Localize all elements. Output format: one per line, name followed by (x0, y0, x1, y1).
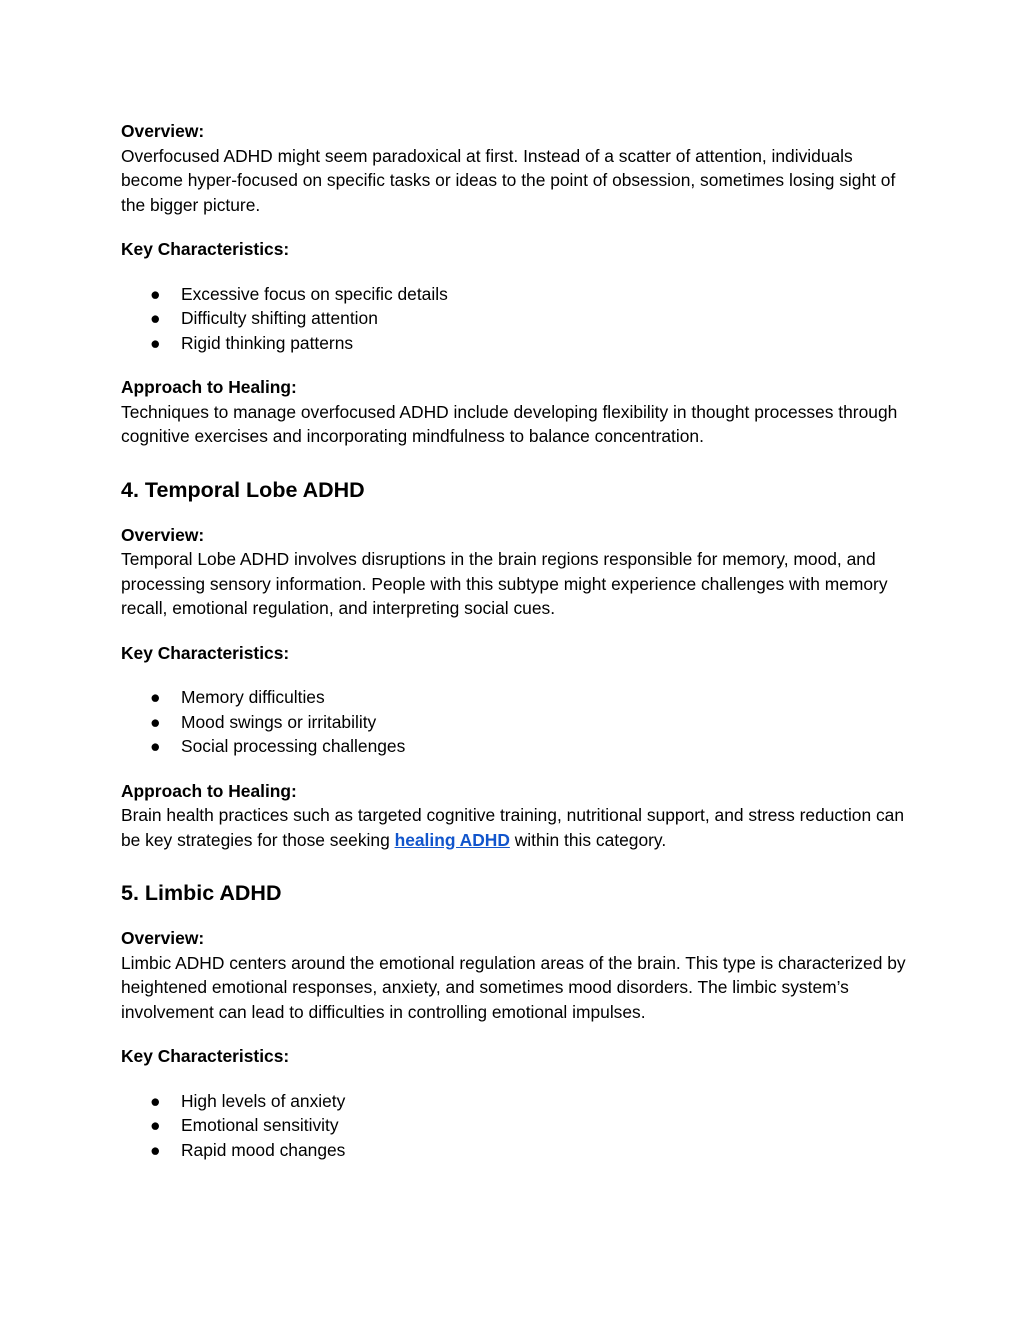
section-heading-temporal-lobe: 4. Temporal Lobe ADHD (121, 477, 365, 502)
characteristics-list (121, 685, 911, 759)
overview-paragraph: Overfocused ADHD might seem paradoxical at first. Instead of a scatter of attention, individuals become hyper-focused on specific tasks or ideas to the point of obsession, sometimes losing sight of the bigger picture. (121, 145, 896, 215)
bullet-icon: ● (150, 308, 161, 328)
approach-paragraph: Brain health practices such as targeted cognitive training, nutritional support, and stress reduction can be key strategies for those seeking healing ADHD within this category. (121, 805, 905, 850)
bullet-icon: ● (150, 687, 161, 707)
approach-paragraph: Techniques to manage overfocused ADHD include developing flexibility in thought processes through cognitive exercises and incorporating mindfulness to balance concentration. (121, 401, 898, 446)
section-heading-limbic: 5. Limbic ADHD (121, 881, 282, 905)
bullet-icon: ● (150, 283, 161, 304)
overview-label: Overview: (121, 928, 205, 948)
bullet-icon: ● (150, 711, 161, 732)
characteristics-list (121, 282, 911, 356)
list-item: ● Difficulty shifting attention (121, 306, 911, 331)
list-item: ● High levels of anxiety (121, 1089, 911, 1114)
overview-paragraph: Temporal Lobe ADHD involves disruptions in the brain regions responsible for memory, mood, and processing sensory information. People with this subtype might experience challenges with memory recall, emotional regulation, and interpreting social cues. (121, 549, 888, 618)
overview-label: Overview: (121, 121, 205, 141)
key-characteristics-label: Key Characteristics: (121, 1046, 290, 1066)
characteristics-list (121, 1089, 911, 1163)
overview-label: Overview: (121, 524, 205, 545)
list-item: ● Excessive focus on specific details (121, 282, 911, 307)
approach-label: Approach to Healing: (121, 377, 297, 397)
key-characteristics-label: Key Characteristics: (121, 239, 290, 259)
healing-adhd-link[interactable]: healing ADHD (394, 829, 510, 850)
list-item: ● Mood swings or irritability (121, 710, 911, 735)
key-characteristics-label: Key Characteristics: (121, 642, 290, 663)
bullet-icon: ● (150, 736, 161, 756)
list-item: ● Rapid mood changes (121, 1138, 911, 1163)
list-item: ● Emotional sensitivity (121, 1113, 911, 1138)
list-item: ● Memory difficulties (121, 685, 911, 710)
bullet-icon: ● (150, 1090, 161, 1111)
bullet-icon: ● (150, 1139, 161, 1160)
document-page (121, 119, 911, 1182)
list-item: ● Rigid thinking patterns (121, 331, 911, 356)
bullet-icon: ● (150, 1115, 161, 1135)
overview-paragraph: Limbic ADHD centers around the emotional regulation areas of the brain. This type is characterized by heightened emotional responses, anxiety, and sometimes mood disorders. The limbic system’s involvement can lead to difficulties in controlling emotional impulses. (121, 952, 906, 1022)
list-item: ● Social processing challenges (121, 734, 911, 759)
bullet-icon: ● (150, 332, 161, 353)
approach-label: Approach to Healing: (121, 780, 297, 801)
